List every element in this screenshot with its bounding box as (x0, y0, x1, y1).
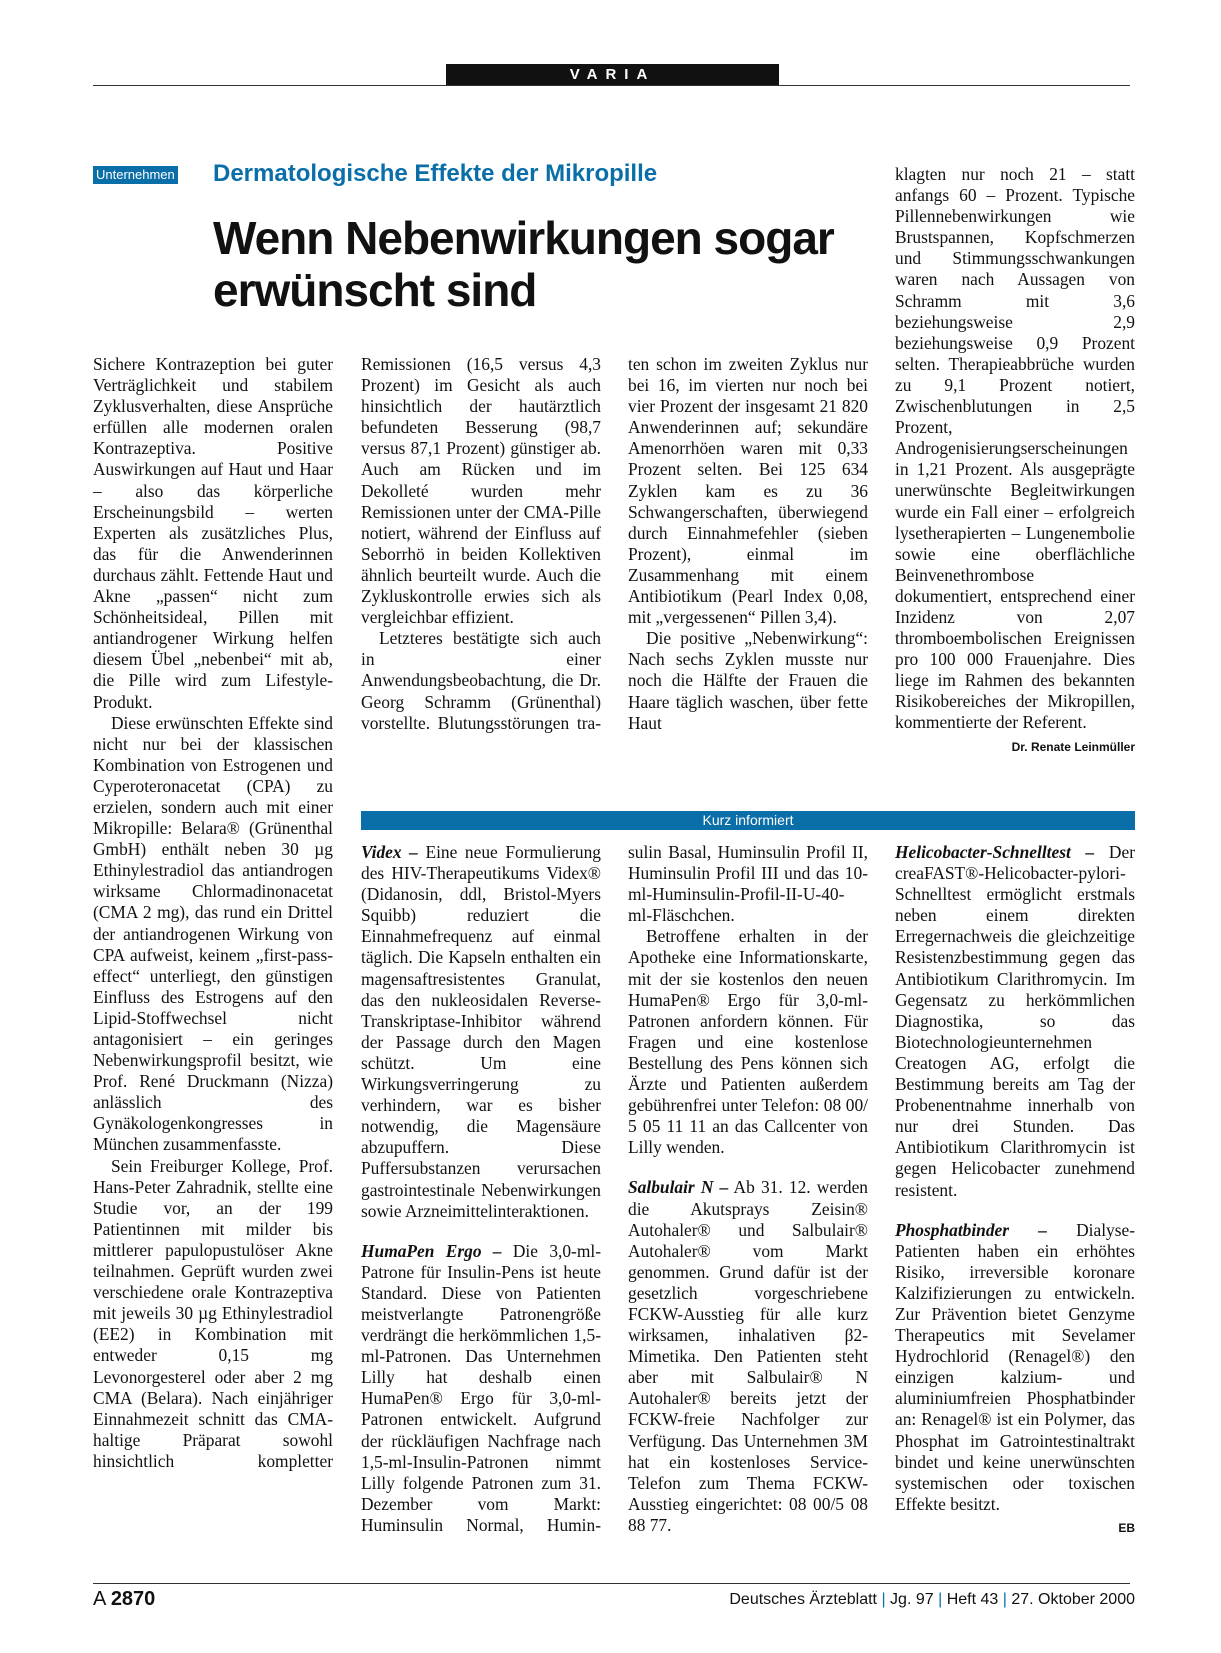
news-item-helicobacter: Helicobacter-Schnelltest – Der creaFAST®-Helicobacter-pylori-Schnelltest ermöglicht erstmals neben einem direkten Erregernachweis die gleichzeitige Resistenzbestimmung gegen das Antibiotikum Clarithromycin. Im Gegensatz zu herkömmlichen Diagnostika, so das Biotechnologieunternehmen Creatogen AG, erfolgt die Bestimmung bereits am Tag der Probenentnahme innerhalb von nur drei Stunden. Das Antibiotikum Clarithromycin ist gegen Helicobacter zunehmend resistent. (895, 842, 1135, 1200)
journal-name: Deutsches Ärzteblatt (729, 1591, 877, 1608)
article-column-1 (93, 354, 333, 1493)
paragraph: Remissionen (16,5 versus 4,3 Prozent) im Gesicht als auch hinsichtlich der hautärztlich befundeten Besserung (98,7 versus 87,1 Prozent) günstiger ab. Auch am Rücken und im Dekolleté wurden mehr Remissionen unter der CMA-Pille notiert, während der Einfluss auf Seborrhö in beiden Kollektiven ähnlich beurteilt wurde. Auch die Zykluskontrolle erwies sich als vergleichbar effizient. (361, 354, 601, 628)
category-tag: Unternehmen (93, 166, 178, 184)
article-column-3 (628, 354, 868, 755)
article-column-2 (361, 354, 601, 755)
paragraph: Diese erwünschten Effekte sind nicht nur bei der klassischen Kombination von Estrogenen und Cyperoteronacetat (CPA) zu erzielen, sondern auch mit einer Mikropille: Belara® (Grünenthal GmbH) enthält neben 30 µg Ethinylestradiol das antiandrogen wirksame Chlormadinonacetat (CMA 2 mg), das rund ein Drittel der antiandrogenen Wirkung von CPA aufweist, keinem „first-pass-effect“ unterliegt, den günstigen Einfluss des Estrogens auf den Lipid-Stoffwechsel nicht antagonisiert – ein geringes Nebenwirkungsprofil besitzt, wie Prof. René Druckmann (Nizza) anlässlich des Gynäkologenkongresses in München zusammenfasste. (93, 712, 333, 1155)
news-item-humapen-cont: sulin Basal, Huminsulin Profil II, Huminsulin Profil III und das 10-ml-Huminsulin-Profil-II-U-40-ml-Fläschchen. (628, 842, 868, 926)
news-item-phosphatbinder: Phosphatbinder – Dialyse-Patienten haben ein erhöhtes Risiko, irreversible koronare Kalzifizierungen zu entwickeln. Zur Prävention bietet Genzyme Therapeutics mit Sevelamer Hydrochlorid (Renagel®) den einzigen kalzium- und aluminiumfreien Phosphatbinder an: Renagel® ist ein Polymer, das Phosphat im Gatrointestinaltrakt bindet und keine unerwünschten systemischen oder toxischen Effekte besitzt. (895, 1219, 1135, 1514)
page-number: A 2870 (93, 1588, 156, 1610)
paragraph: Sichere Kontrazeption bei guter Verträglichkeit und stabilem Zyklusverhalten, diese Ansprüche erfüllen alle modernen oralen Kontrazeptiva. Positive Auswirkungen auf Haut und Haar – also das körperliche Erscheinungsbild – werten Experten als zusätzliches Plus, das für die Anwenderinnen durchaus zählt. Fettende Haut und Akne „passen“ nicht zum Schönheitsideal, Pillen mit antiandrogener Wirkung helfen diesem Übel „nebenbei“ mit ab, die Pille wird zum Lifestyle-Produkt. (93, 354, 333, 712)
news-item-humapen-p2: Betroffene erhalten in der Apotheke eine Informationskarte, mit der sie kostenlos den neuen HumaPen® Ergo für 3,0-ml-Patronen anfordern können. Für Fragen und eine kostenlose Bestellung des Pens können sich Ärzte und Patienten außerdem gebührenfrei unter Telefon: 08 00/ 5 05 11 11 an das Callcenter von Lilly wenden. (628, 926, 868, 1158)
news-column-3: Helicobacter-Schnelltest – Der creaFAST®-Helicobacter-pylori-Schnelltest ermöglicht erstmals neben einem direkten Erregernachweis die gleichzeitige Resistenzbestimmung gegen das Antibiotikum Clarithromycin. Im Gegensatz zu herkömmlichen Diagnostika, so das Biotechnologieunternehmen Creatogen AG, erfolgt die Bestimmung bereits am Tag der Probenentnahme innerhalb von nur drei Stunden. Das Antibiotikum Clarithromycin ist gegen Helicobacter zunehmend resistent. Phosphatbinder – Dialyse-Patienten haben ein erhöhtes Risiko, irreversible koronare Kalzifizierungen zu entwickeln. Zur Prävention bietet Genzyme Therapeutics mit Sevelamer Hydrochlorid (Renagel®) den einzigen kalzium- und aluminiumfreien Phosphatbinder an: Renagel® ist ein Polymer, das Phosphat im Gatrointestinaltrakt bindet und keine unerwünschten systemischen oder toxischen Effekte besitzt. EB (895, 842, 1135, 1535)
paragraph: klagten nur noch 21 – statt anfangs 60 – Prozent. Typische Pillennebenwirkungen wie Brustspannen, Kopfschmerzen und Stimmungsschwankungen waren nach Aussagen von Schramm mit 3,6 beziehungsweise 2,9 beziehungsweise 0,9 Prozent selten. Therapieabbrüche wurden zu 9,1 Prozent notiert, Zwischenblutungen in 2,5 Prozent, Androgenisierungserscheinungen in 1,21 Prozent. Als ausgeprägte unerwünschte Begleitwirkungen wurde ein Fall einer – erfolgreich lysetherapierten – Lungenembolie sowie eine oberflächliche Beinvenethrombose dokumentiert, entsprechend einer Inzidenz von 2,07 thromboembolischen Ereignissen pro 100 000 Frauenjahre. Dies liege im Rahmen des bekannten Risikobereiches der Mikropillen, kommentierte der Referent. (895, 164, 1135, 733)
news-item-salbulair: Salbulair N – Ab 31. 12. werden die Akutsprays Zeisin® Autohaler® und Salbulair® Autohaler® vom Markt genommen. Grund dafür ist der gesetzlich vorgeschriebene FCKW-Ausstieg für alle kurz wirksamen, inhalativen β2-Mimetika. Den Patienten steht aber mit Salbulair® N Autohaler® bereits jetzt der FCKW-freie Nachfolger zur Verfügung. Das Unternehmen 3M hat ein kostenloses Service-Telefon zum Thema FCKW-Ausstieg eingerichtet: 08 00/5 08 88 77. (628, 1177, 868, 1535)
journal-volume: Jg. 97 (890, 1591, 934, 1608)
paragraph: Sein Freiburger Kollege, Prof. Hans-Peter Zahradnik, stellte eine Studie vor, an der 199 Patientinnen mit milder bis mittlerer papulopustulöser Akne teilnahmen. Geprüft wurden zwei verschiedene orale Kontrazeptiva mit jeweils 30 µg Ethinylestradiol (EE2) in Kombination mit entweder 0,15 mg Levonorgesterel oder aber 2 mg CMA (Belara). Nach einjähriger Einnahmezeit schnitt das CMA-haltige Präparat sowohl hinsichtlich kompletter (93, 1155, 333, 1471)
article-kicker: Dermatologische Effekte der Mikropille (213, 160, 658, 187)
news-column-1 (361, 842, 601, 1557)
header-rule (93, 85, 1130, 86)
paragraph: Letzteres bestätigte sich auch in einer Anwendungsbeobachtung, die Dr. Georg Schramm (Grünenthal) vorstellte. Blutungsstörungen tra- (361, 628, 601, 733)
paragraph: Die positive „Nebenwirkung“: Nach sechs Zyklen musste nur noch die Hälfte der Frauen die Haare täglich waschen, über fette Haut (628, 628, 868, 733)
article-headline: Wenn Nebenwirkungen sogar erwünscht sind (213, 212, 834, 316)
journal-citation: Deutsches Ärzteblatt | Jg. 97 | Heft 43 | 27. Oktober 2000 (729, 1591, 1135, 1608)
journal-issue: Heft 43 (946, 1591, 999, 1608)
paragraph: ten schon im zweiten Zyklus nur bei 16, im vierten nur noch bei vier Prozent der insgesamt 21 820 Anwenderinnen auf; sekundäre Amenorrhöen waren mit 0,33 Prozent selten. Bei 125 634 Zyklen kam es zu 36 Schwangerschaften, überwiegend durch Einnahmefehler (sieben Prozent), einmal im Zusammenhang mit einem Antibiotikum (Pearl Index 0,08, mit „vergessenen“ Pillen 3,4). (628, 354, 868, 628)
kurz-informiert-header: Kurz informiert (361, 811, 1135, 830)
article-column-4: klagten nur noch 21 – statt anfangs 60 – Prozent. Typische Pillennebenwirkungen wie Brustspannen, Kopfschmerzen und Stimmungsschwankungen waren nach Aussagen von Schramm mit 3,6 beziehungsweise 2,9 beziehungsweise 0,9 Prozent selten. Therapieabbrüche wurden zu 9,1 Prozent notiert, Zwischenblutungen in 2,5 Prozent, Androgenisierungserscheinungen in 1,21 Prozent. Als ausgeprägte unerwünschte Begleitwirkungen wurde ein Fall einer – erfolgreich lysetherapierten – Lungenembolie sowie eine oberflächliche Beinvenethrombose dokumentiert, entsprechend einer Inzidenz von 2,07 thromboembolischen Ereignissen pro 100 000 Frauenjahre. Dies liege im Rahmen des bekannten Risikobereiches der Mikropillen, kommentierte der Referent. Dr. Renate Leinmüller (895, 164, 1135, 754)
news-item-videx: Videx – Eine neue Formulierung des HIV-Therapeutikums Videx® (Didanosin, ddl, Bristol-Myers Squibb) reduziert die Einnahmefrequenz auf einmal täglich. Die Kapseln enthalten ein magensaftresistentes Granulat, das den nukleosidalen Reverse-Transkriptase-Inhibitor während der Passage durch den Magen schützt. Um eine Wirkungsverringerung zu verhindern, war es bisher notwendig, die Magensäure abzupuffern. Diese Puffersubstanzen verursachen gastrointestinale Nebenwirkungen sowie Arzneimittelinteraktionen. (361, 842, 601, 1221)
news-column-2 (628, 842, 868, 1536)
news-item-humapen: HumaPen Ergo – Die 3,0-ml-Patrone für Insulin-Pens ist heute Standard. Diese von Patienten meistverlangte Patronengröße verdrängt die herkömmlichen 1,5-ml-Patronen. Das Unternehmen Lilly hat deshalb einen HumaPen® Ergo für 3,0-ml-Patronen entwickelt. Aufgrund der rückläufigen Nachfrage nach 1,5-ml-Insulin-Patronen nimmt Lilly folgende Patronen zum 31. Dezember vom Markt: Huminsulin Normal, Humin- (361, 1240, 601, 1535)
journal-date: 27. Oktober 2000 (1011, 1591, 1135, 1608)
section-label: VARIA (446, 64, 779, 85)
footer-rule (93, 1583, 1130, 1584)
